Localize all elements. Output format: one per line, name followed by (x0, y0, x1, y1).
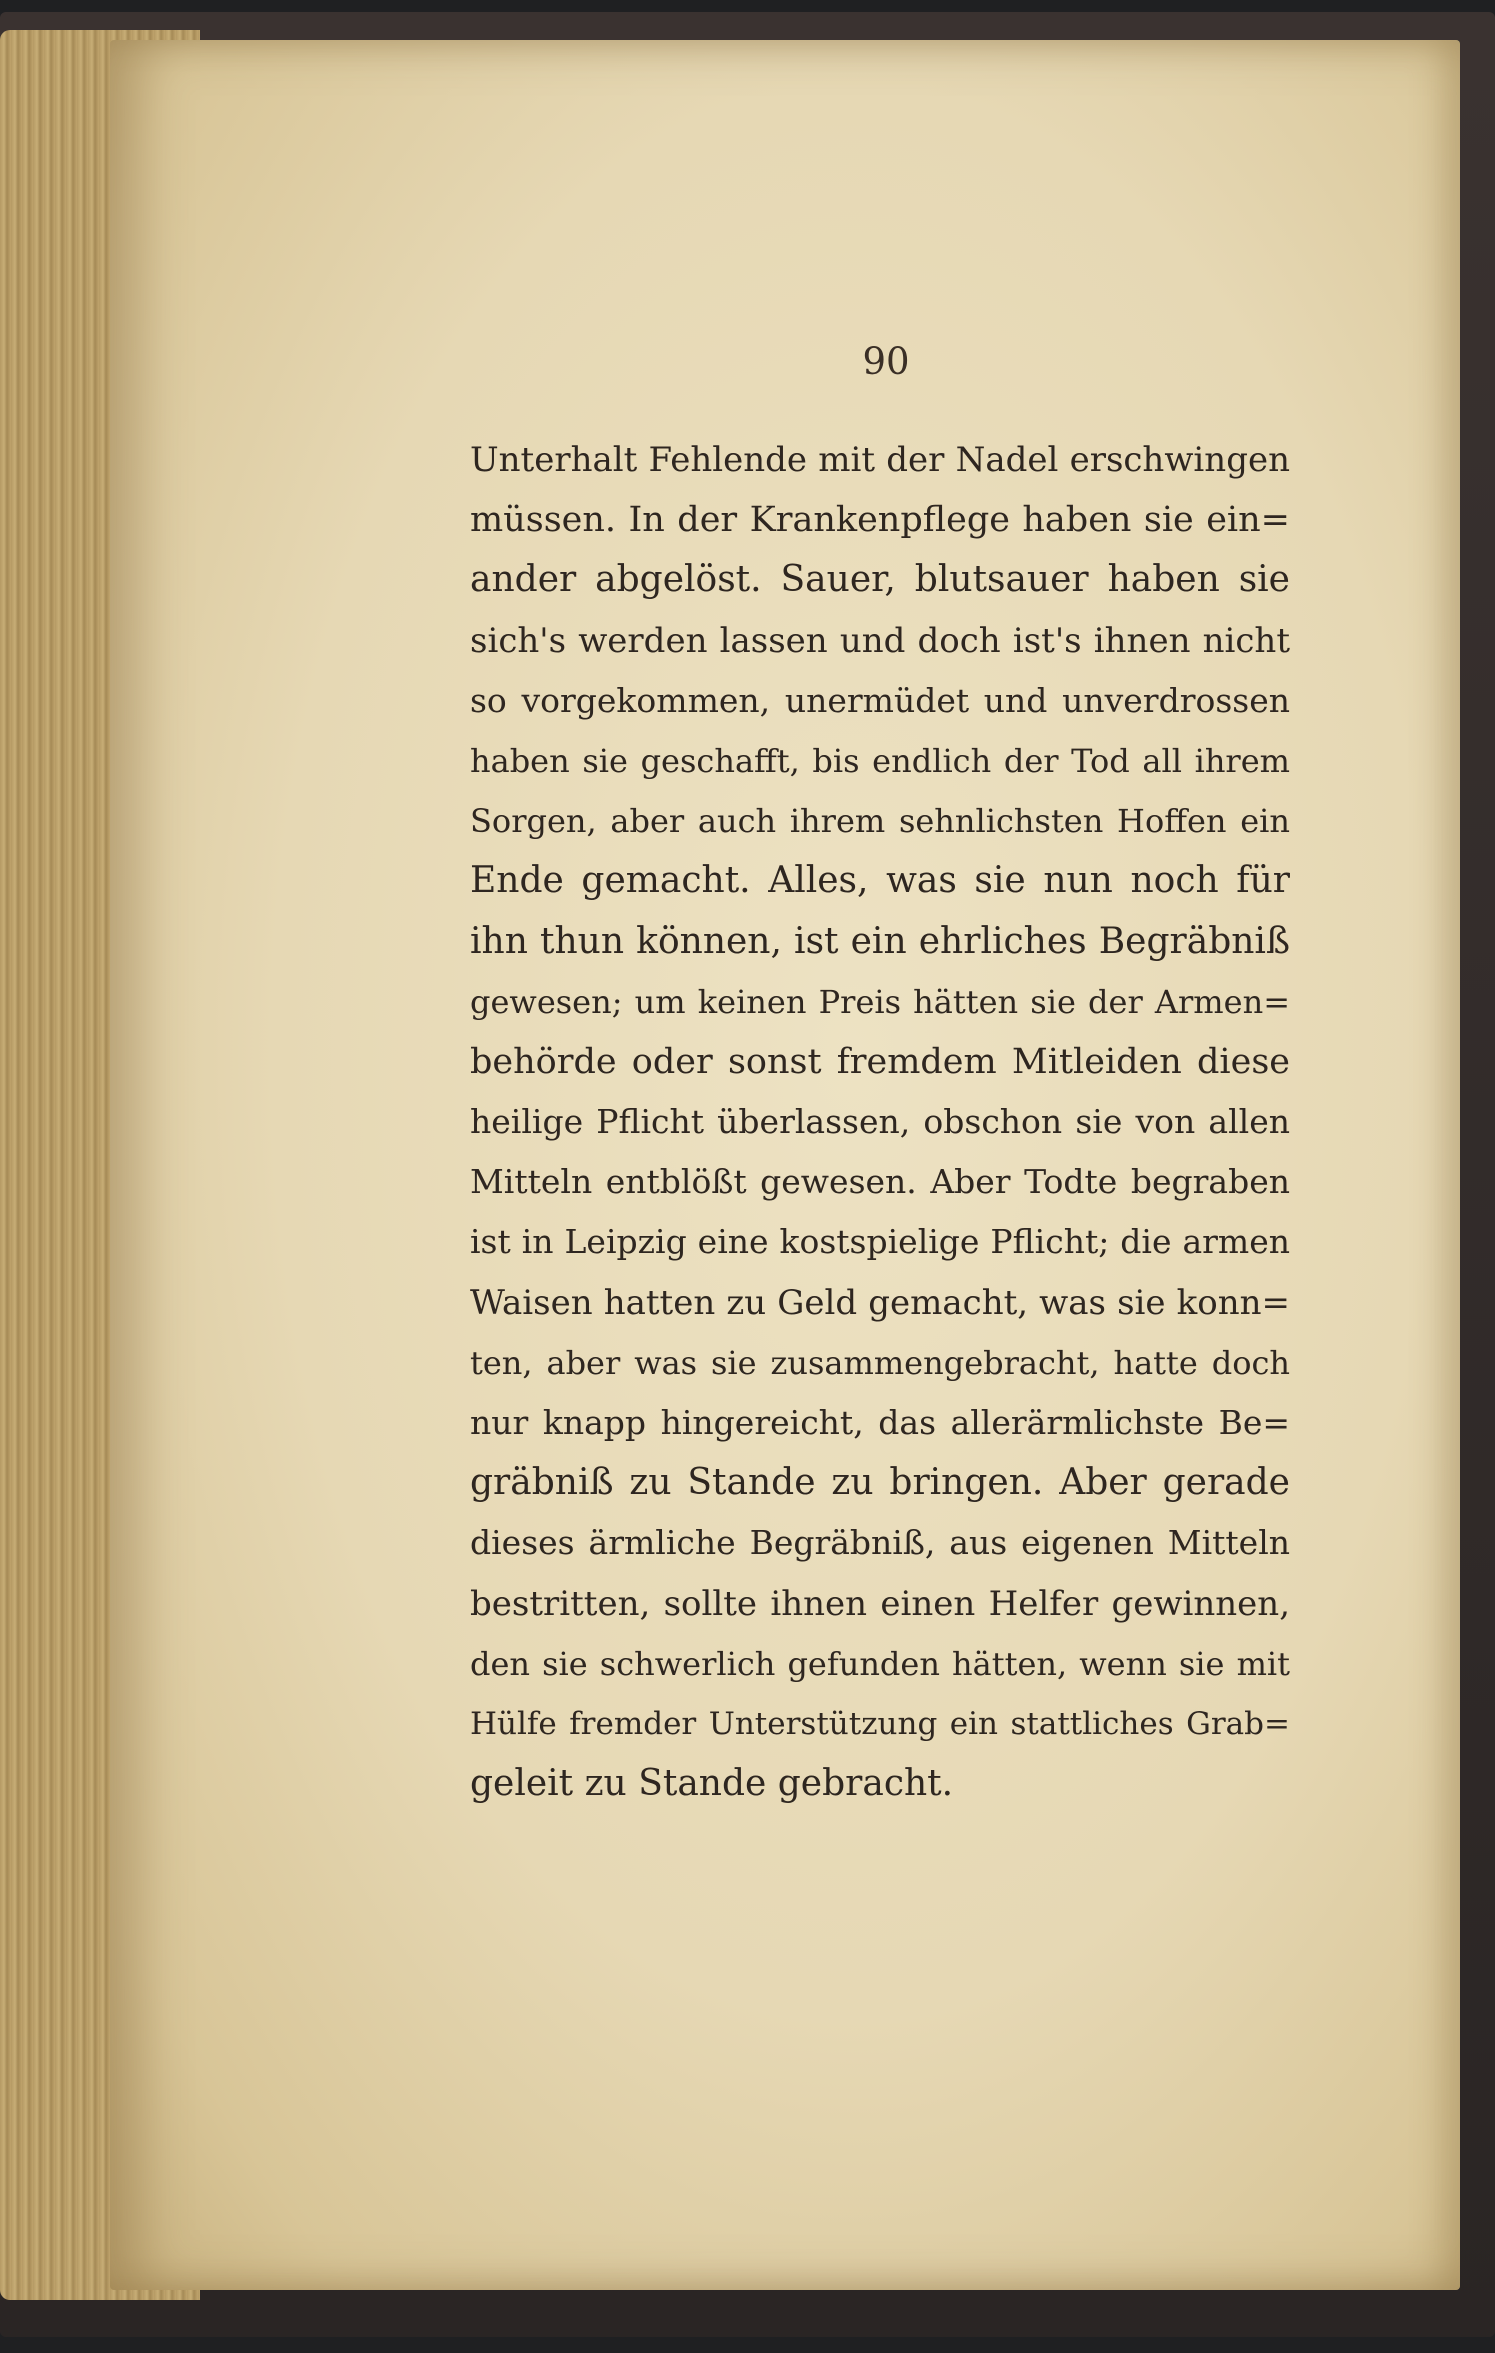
text-line: Sorgen, aber auch ihrem sehnlichsten Hoffen ein (470, 802, 1290, 841)
text-line: bestritten, sollte ihnen einen Helfer gewinnen, (470, 1583, 1290, 1624)
text-line: Mitteln entblößt gewesen. Aber Todte begraben (470, 1162, 1290, 1202)
text-line: ihn thun können, ist ein ehrliches Begräbniß (470, 920, 1290, 962)
text-line: ander abgelöst. Sauer, blutsauer haben sie (470, 559, 1290, 601)
text-line: nur knapp hingereicht, das allerärmlichste Be= (470, 1403, 1290, 1442)
text-line: gewesen; um keinen Preis hätten sie der Armen= (470, 982, 1290, 1021)
text-line: sich's werden lassen und doch ist's ihnen nicht (470, 620, 1290, 661)
text-line: behörde oder sonst fremdem Mitleiden diese (470, 1041, 1290, 1082)
page-number: 90 (862, 340, 910, 383)
text-line: ist in Leipzig eine kostspielige Pflicht; die armen (470, 1222, 1290, 1262)
text-line: gräbniß zu Stande zu bringen. Aber gerade (470, 1462, 1290, 1504)
text-line: müssen. In der Krankenpflege haben sie ein= (470, 500, 1290, 541)
text-line: heilige Pflicht überlassen, obschon sie von allen (470, 1102, 1290, 1142)
body-text (470, 430, 1290, 1814)
text-line: Hülfe fremder Unterstützung ein stattliches Grab= (470, 1705, 1290, 1742)
text-line: Waisen hatten zu Geld gemacht, was sie konn= (470, 1282, 1290, 1323)
text-line: den sie schwerlich gefunden hätten, wenn sie mit (470, 1644, 1290, 1683)
text-line: ten, aber was sie zusammengebracht, hatte doch (470, 1343, 1290, 1382)
text-line: geleit zu Stande gebracht. (470, 1763, 954, 1805)
text-line: so vorgekommen, unermüdet und unverdrossen (470, 680, 1290, 720)
text-line: dieses ärmliche Begräbniß, aus eigenen Mitteln (470, 1523, 1290, 1563)
text-line: haben sie geschafft, bis endlich der Tod all ihrem (470, 741, 1290, 780)
text-line: Ende gemacht. Alles, was sie nun noch für (470, 860, 1290, 902)
text-line: Unterhalt Fehlende mit der Nadel erschwingen (470, 440, 1290, 480)
